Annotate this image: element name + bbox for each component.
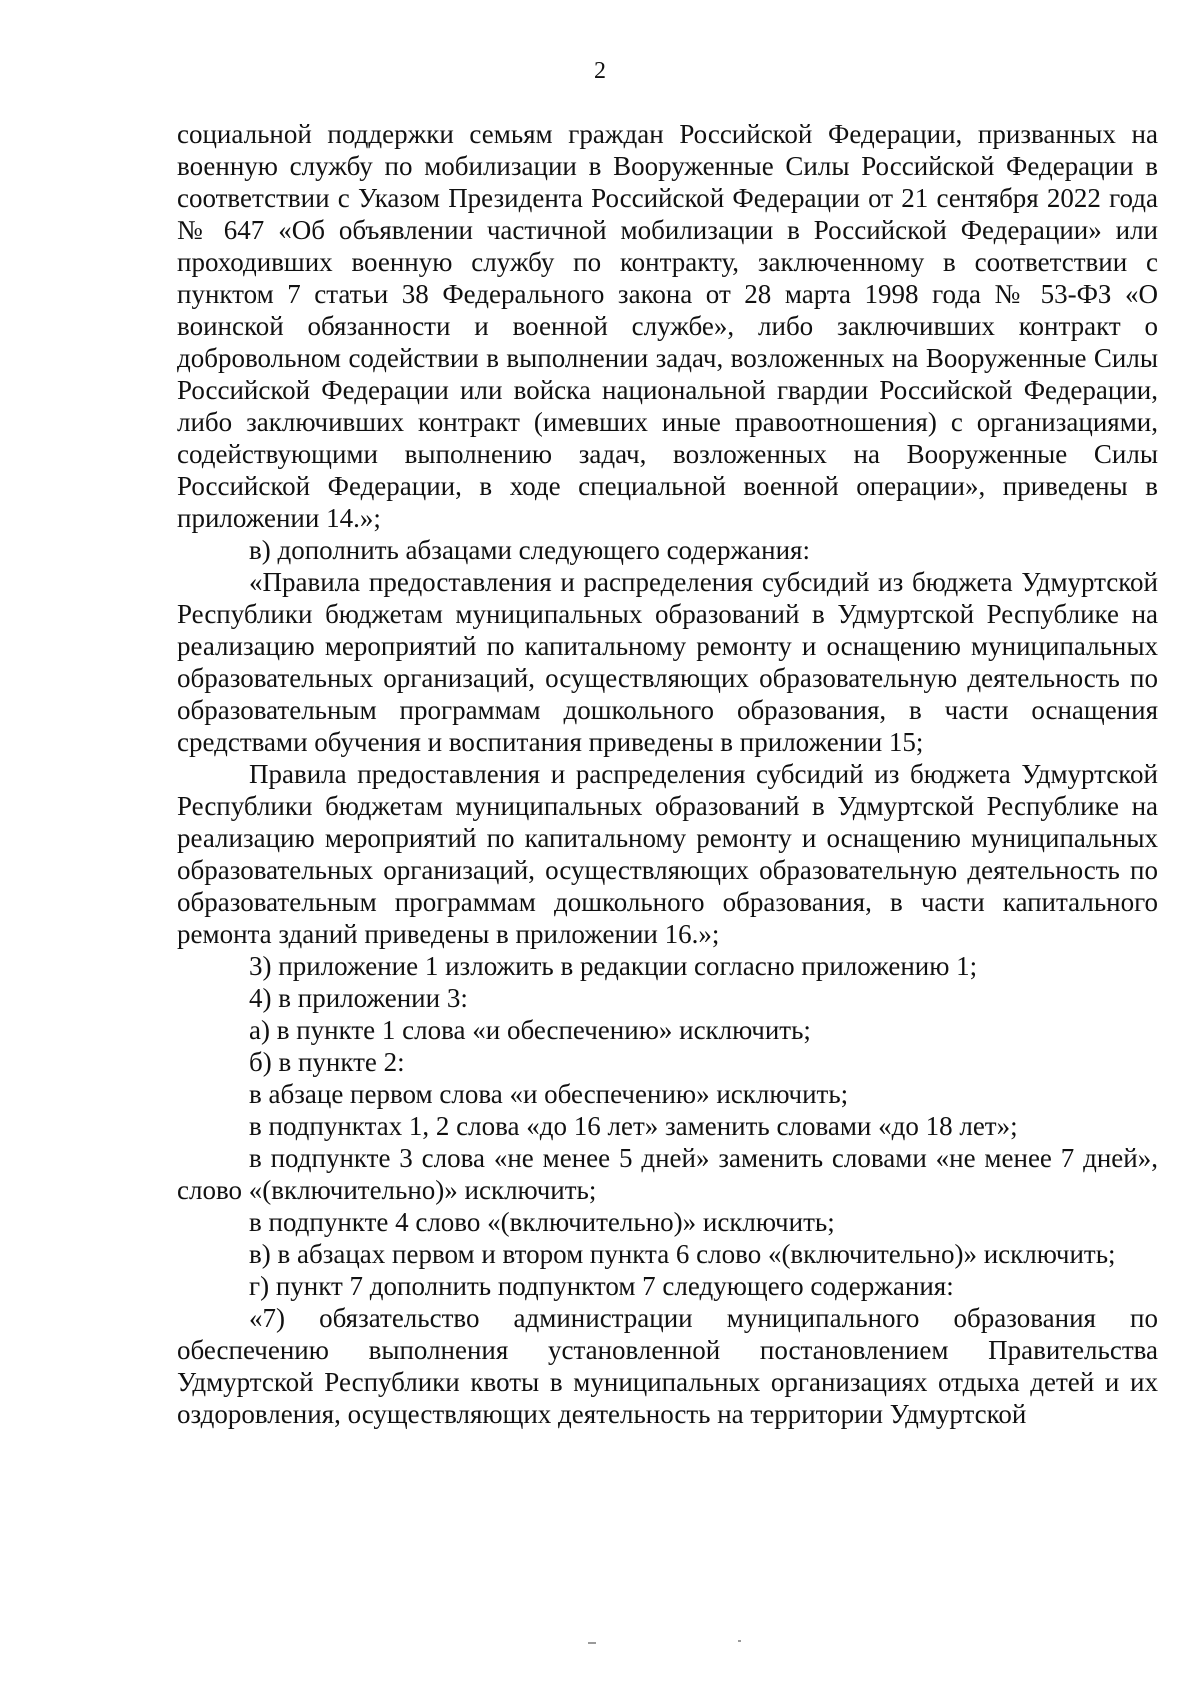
- scan-speck: [738, 1640, 741, 1642]
- paragraph-continuation: социальной поддержки семьям граждан Российской Федерации, призванных на военную службу по мобилизации в Вооруженные Силы Российской Федерации в соответствии с Указом Президента Российской Федерации от 21 сентября 2022 года № 647 «Об объявлении частичной мобилизации в Российской Федерации» или проходивших военную службу по контракту, заключенному в соответствии с пунктом 7 статьи 38 Федерального закона от 28 марта 1998 года № 53-ФЗ «О воинской обязанности и военной службе», либо заключивших контракт о добровольном содействии в выполнении задач, возложенных на Вооруженные Силы Российской Федерации или войска национальной гвардии Российской Федерации, либо заключивших контракт (имевших иные правоотношения) с организациями, содействующими выполнению задач, возложенных на Вооруженные Силы Российской Федерации, в ходе специальной военной операции», приведены в приложении 14.»;: [177, 119, 1158, 533]
- document-body: [177, 118, 1158, 1430]
- paragraph-item-v: в) дополнить абзацами следующего содержания:: [249, 535, 810, 565]
- paragraph-subitem-g: г) пункт 7 дополнить подпунктом 7 следующего содержания:: [249, 1271, 954, 1301]
- scan-speck: [588, 1642, 596, 1644]
- paragraph-subitem-a: а) в пункте 1 слова «и обеспечению» исключить;: [249, 1015, 811, 1045]
- paragraph-subitem-v: в) в абзацах первом и втором пункта 6 слово «(включительно)» исключить;: [249, 1239, 1116, 1269]
- scan-specks: [0, 1640, 1200, 1650]
- paragraph-item-3: 3) приложение 1 изложить в редакции согласно приложению 1;: [249, 951, 978, 981]
- paragraph-subpoint-3-change: в подпункте 3 слова «не менее 5 дней» заменить словами «не менее 7 дней», слово «(включительно)» исключить;: [177, 1143, 1158, 1205]
- paragraph-rules-appendix-15: «Правила предоставления и распределения субсидий из бюджета Удмуртской Республики бюджетам муниципальных образований в Удмуртской Республике на реализацию мероприятий по капитальному ремонту и оснащению муниципальных образовательных организаций, осуществляющих образовательную деятельность по образовательным программам дошкольного образования, в части оснащения средствами обучения и воспитания приведены в приложении 15;: [177, 567, 1158, 757]
- page-number: 2: [594, 58, 606, 84]
- paragraph-rules-appendix-16: Правила предоставления и распределения субсидий из бюджета Удмуртской Республики бюджетам муниципальных образований в Удмуртской Республике на реализацию мероприятий по капитальному ремонту и оснащению муниципальных образовательных организаций, осуществляющих образовательную деятельность по образовательным программам дошкольного образования, в части капитального ремонта зданий приведены в приложении 16.»;: [177, 759, 1158, 949]
- paragraph-subitem-b: б) в пункте 2:: [249, 1047, 405, 1077]
- paragraph-first-paragraph-change: в абзаце первом слова «и обеспечению» исключить;: [249, 1079, 849, 1109]
- paragraph-item-4: 4) в приложении 3:: [249, 983, 468, 1013]
- paragraph-subpoint-4-change: в подпункте 4 слово «(включительно)» исключить;: [249, 1207, 835, 1237]
- paragraph-subpoint-7-text: «7) обязательство администрации муниципального образования по обеспечению выполнения установленной постановлением Правительства Удмуртской Республики квоты в муниципальных организациях отдыха детей и их оздоровления, осуществляющих деятельность на территории Удмуртской: [177, 1303, 1158, 1429]
- paragraph-subpoints-1-2-change: в подпунктах 1, 2 слова «до 16 лет» заменить словами «до 18 лет»;: [249, 1111, 1018, 1141]
